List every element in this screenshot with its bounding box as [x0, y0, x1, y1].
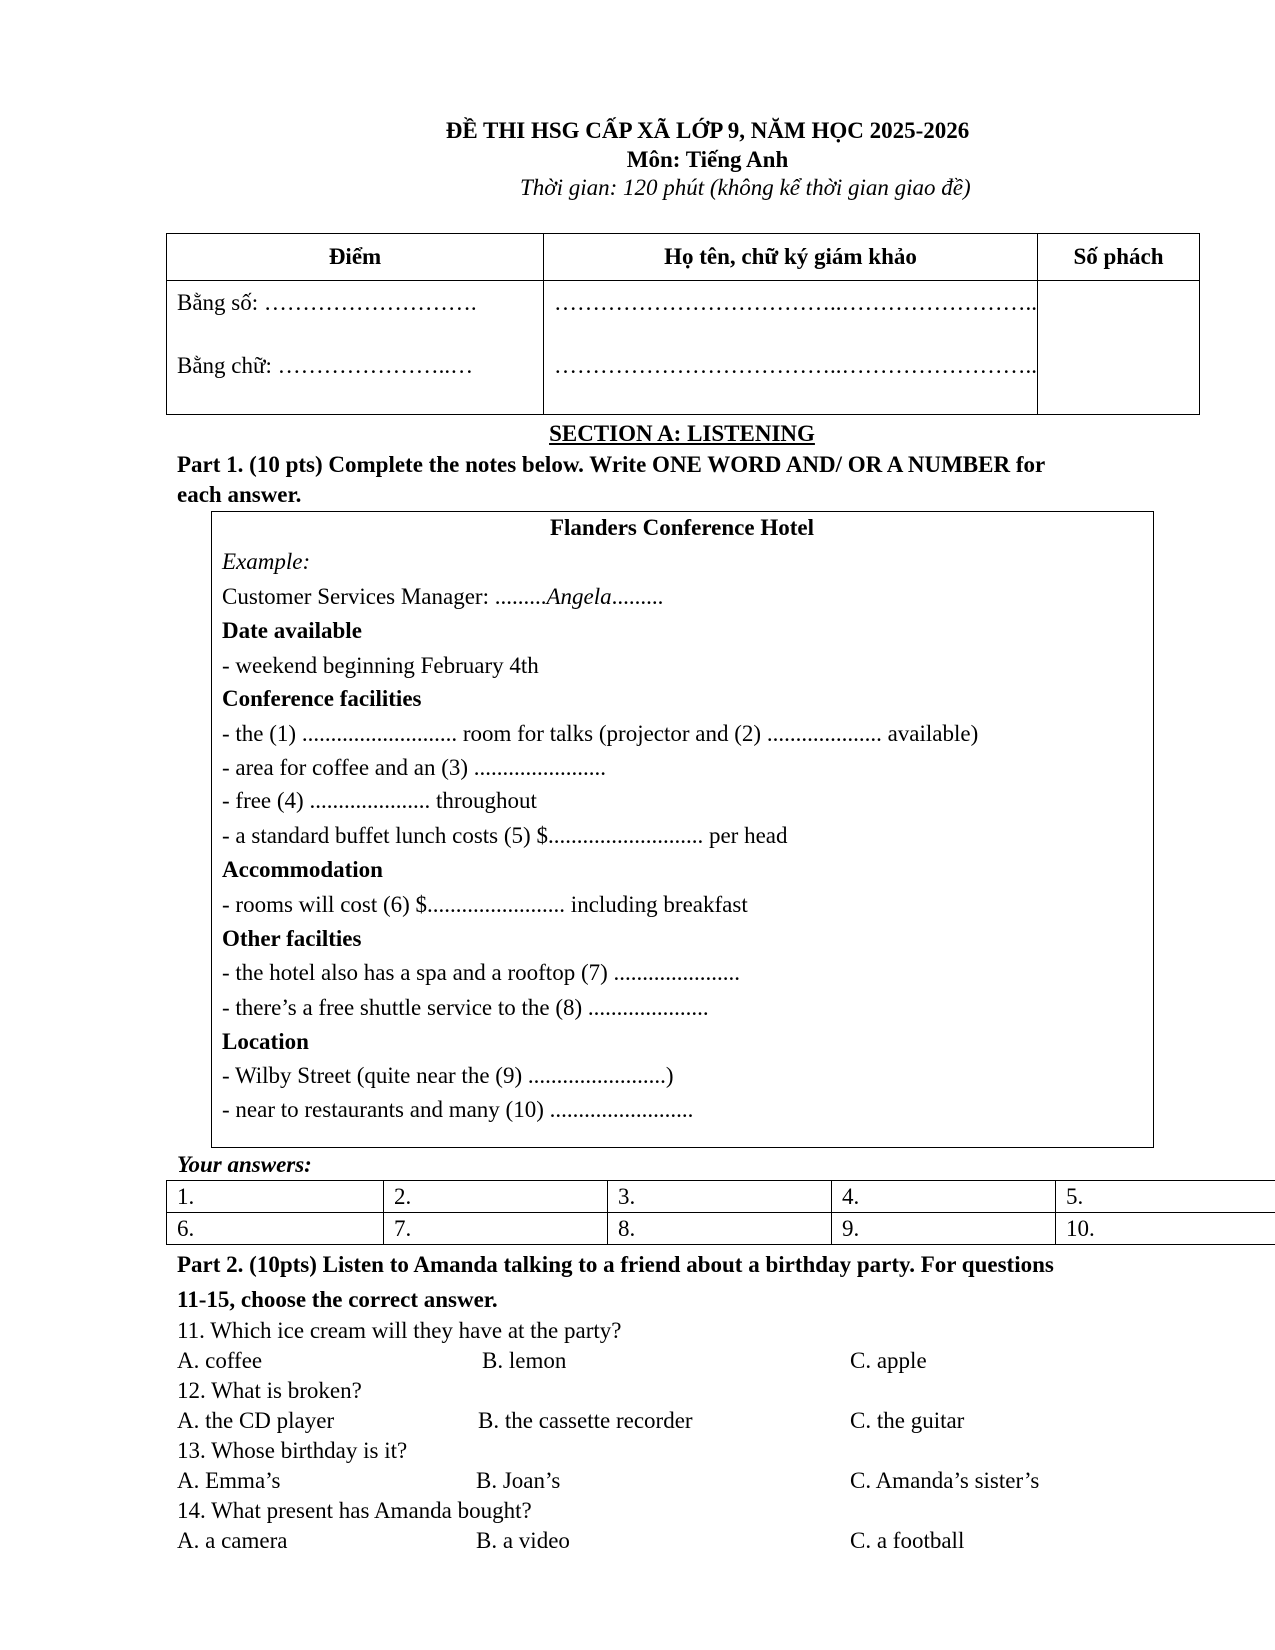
- question-11: 11. Which ice cream will they have at the party?: [177, 1318, 622, 1343]
- example-suffix: .........: [611, 584, 664, 609]
- code-cell: [1038, 281, 1200, 415]
- heading-date: Date available: [222, 618, 362, 643]
- subject-line: Môn: Tiếng Anh: [626, 147, 789, 172]
- note-9: - Wilby Street (quite near the (9) ........................): [222, 1063, 674, 1088]
- exam-title: ĐỀ THI HSG CẤP XÃ LỚP 9, NĂM HỌC 2025-2026: [445, 118, 970, 143]
- answer-cell[interactable]: 10.: [1056, 1213, 1275, 1245]
- option-12-c[interactable]: C. the guitar: [850, 1408, 965, 1433]
- notes-box: [211, 511, 1154, 1148]
- option-13-b[interactable]: B. Joan’s: [476, 1468, 561, 1493]
- note-3: - area for coffee and an (3) .......................: [222, 755, 607, 780]
- option-14-c[interactable]: C. a football: [850, 1528, 965, 1553]
- score-header: Điểm: [167, 234, 544, 281]
- example-prefix: Customer Services Manager: .........: [222, 584, 547, 609]
- example-label: Example:: [222, 549, 311, 574]
- heading-accommodation: Accommodation: [222, 857, 383, 882]
- heading-conference: Conference facilities: [222, 686, 422, 711]
- answer-cell[interactable]: 5.: [1056, 1181, 1275, 1213]
- note-4: - free (4) ..................... throughout: [222, 788, 537, 813]
- answer-cell[interactable]: 7.: [384, 1213, 608, 1245]
- option-11-c[interactable]: C. apple: [850, 1348, 927, 1373]
- note-date: - weekend beginning February 4th: [222, 653, 539, 678]
- answers-table: [166, 1180, 1275, 1245]
- part1-instruction-cont: each answer.: [177, 482, 302, 507]
- part2-instruction-cont: 11-15, choose the correct answer.: [177, 1287, 498, 1312]
- examiner-header: Họ tên, chữ ký giám khảo: [544, 234, 1038, 281]
- question-14: 14. What present has Amanda bought?: [177, 1498, 532, 1523]
- option-14-a[interactable]: A. a camera: [177, 1528, 288, 1553]
- option-12-b[interactable]: B. the cassette recorder: [478, 1408, 693, 1433]
- examiner-line-2: ………………………………..……………………..: [554, 353, 1037, 378]
- option-11-a[interactable]: A. coffee: [177, 1348, 263, 1373]
- option-11-b[interactable]: B. lemon: [482, 1348, 567, 1373]
- option-12-a[interactable]: A. the CD player: [177, 1408, 335, 1433]
- part2-instruction: Part 2. (10pts) Listen to Amanda talking to a friend about a birthday party. For questions: [177, 1252, 1054, 1277]
- score-table: [166, 233, 1200, 415]
- example-answer: Angela: [546, 584, 612, 609]
- heading-other: Other facilties: [222, 926, 362, 951]
- answer-cell[interactable]: 6.: [167, 1213, 384, 1245]
- answer-cell[interactable]: 3.: [608, 1181, 832, 1213]
- heading-location: Location: [222, 1029, 309, 1054]
- example-line: [222, 584, 663, 610]
- code-header: Số phách: [1038, 234, 1200, 281]
- note-7: - the hotel also has a spa and a rooftop (7) ......................: [222, 960, 741, 985]
- question-13: 13. Whose birthday is it?: [177, 1438, 408, 1463]
- note-10: - near to restaurants and many (10) .........................: [222, 1097, 694, 1122]
- answer-cell[interactable]: 2.: [384, 1181, 608, 1213]
- time-line: Thời gian: 120 phút (không kể thời gian giao đề): [520, 175, 971, 200]
- part1-instruction: Part 1. (10 pts) Complete the notes below. Write ONE WORD AND/ OR A NUMBER for: [177, 452, 1046, 477]
- score-cell: [167, 281, 544, 415]
- question-12: 12. What is broken?: [177, 1378, 362, 1403]
- answer-cell[interactable]: 9.: [832, 1213, 1056, 1245]
- box-title: Flanders Conference Hotel: [549, 515, 815, 540]
- answer-cell[interactable]: 4.: [832, 1181, 1056, 1213]
- option-13-c[interactable]: C. Amanda’s sister’s: [850, 1468, 1040, 1493]
- option-14-b[interactable]: B. a video: [476, 1528, 570, 1553]
- score-number-line: Bằng số: ……………………….: [177, 290, 477, 315]
- examiner-cell: [544, 281, 1038, 415]
- note-1: - the (1) ........................... room for talks (projector and (2) .................... available): [222, 721, 979, 746]
- answer-cell[interactable]: 8.: [608, 1213, 832, 1245]
- score-words-line: Bằng chữ: …………………..…: [177, 353, 474, 378]
- section-a-heading: SECTION A: LISTENING: [549, 421, 815, 446]
- note-8: - there’s a free shuttle service to the (8) .....................: [222, 995, 709, 1020]
- examiner-line-1: ………………………………..……………………..: [554, 290, 1037, 315]
- option-13-a[interactable]: A. Emma’s: [177, 1468, 281, 1493]
- answer-cell[interactable]: 1.: [167, 1181, 384, 1213]
- note-5: - a standard buffet lunch costs (5) $........................... per head: [222, 823, 788, 848]
- your-answers-label: Your answers:: [177, 1152, 312, 1177]
- note-6: - rooms will cost (6) $........................ including breakfast: [222, 892, 748, 917]
